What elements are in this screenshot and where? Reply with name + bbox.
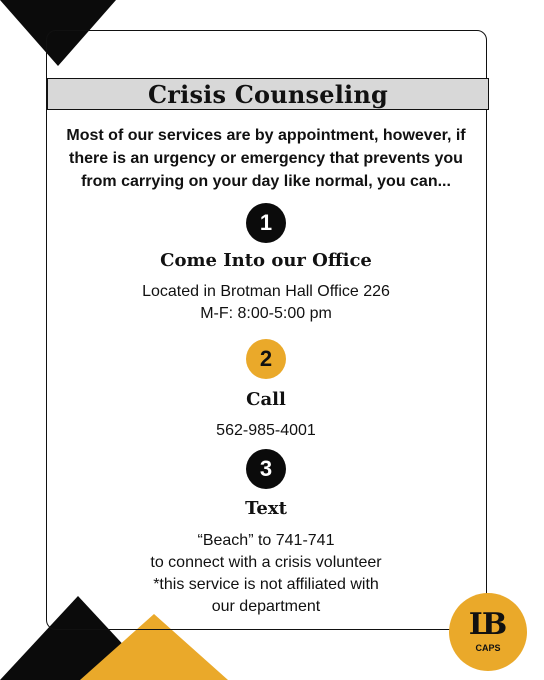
option-heading-text: Text: [245, 498, 287, 519]
intro-text: Most of our services are by appointment, however, if there is an urgency or emergency that prevents you from carrying on your day like normal, you can...: [66, 127, 466, 190]
text-disclaimer-1: *this service is not affiliated with: [153, 576, 379, 593]
step-badge-3: 3: [246, 449, 286, 489]
step-badge-1: 1: [246, 203, 286, 243]
call-phone-number: 562-985-4001: [216, 422, 316, 439]
option-heading-call: Call: [246, 389, 286, 410]
option-heading-office: Come Into our Office: [160, 250, 372, 271]
office-location: Located in Brotman Hall Office 226: [142, 283, 390, 300]
office-hours: M-F: 8:00-5:00 pm: [200, 305, 332, 322]
step-badge-2: 2: [246, 339, 286, 379]
text-description: to connect with a crisis volunteer: [150, 554, 382, 571]
logo-mark: LB: [468, 607, 500, 642]
title-band: [47, 78, 489, 110]
text-disclaimer-2: our department: [211, 598, 321, 615]
caps-logo: [449, 593, 527, 671]
text-keyword: “Beach” to 741-741: [197, 532, 335, 549]
page-title: Crisis Counseling: [147, 79, 388, 109]
logo-label: CAPS: [475, 643, 501, 653]
